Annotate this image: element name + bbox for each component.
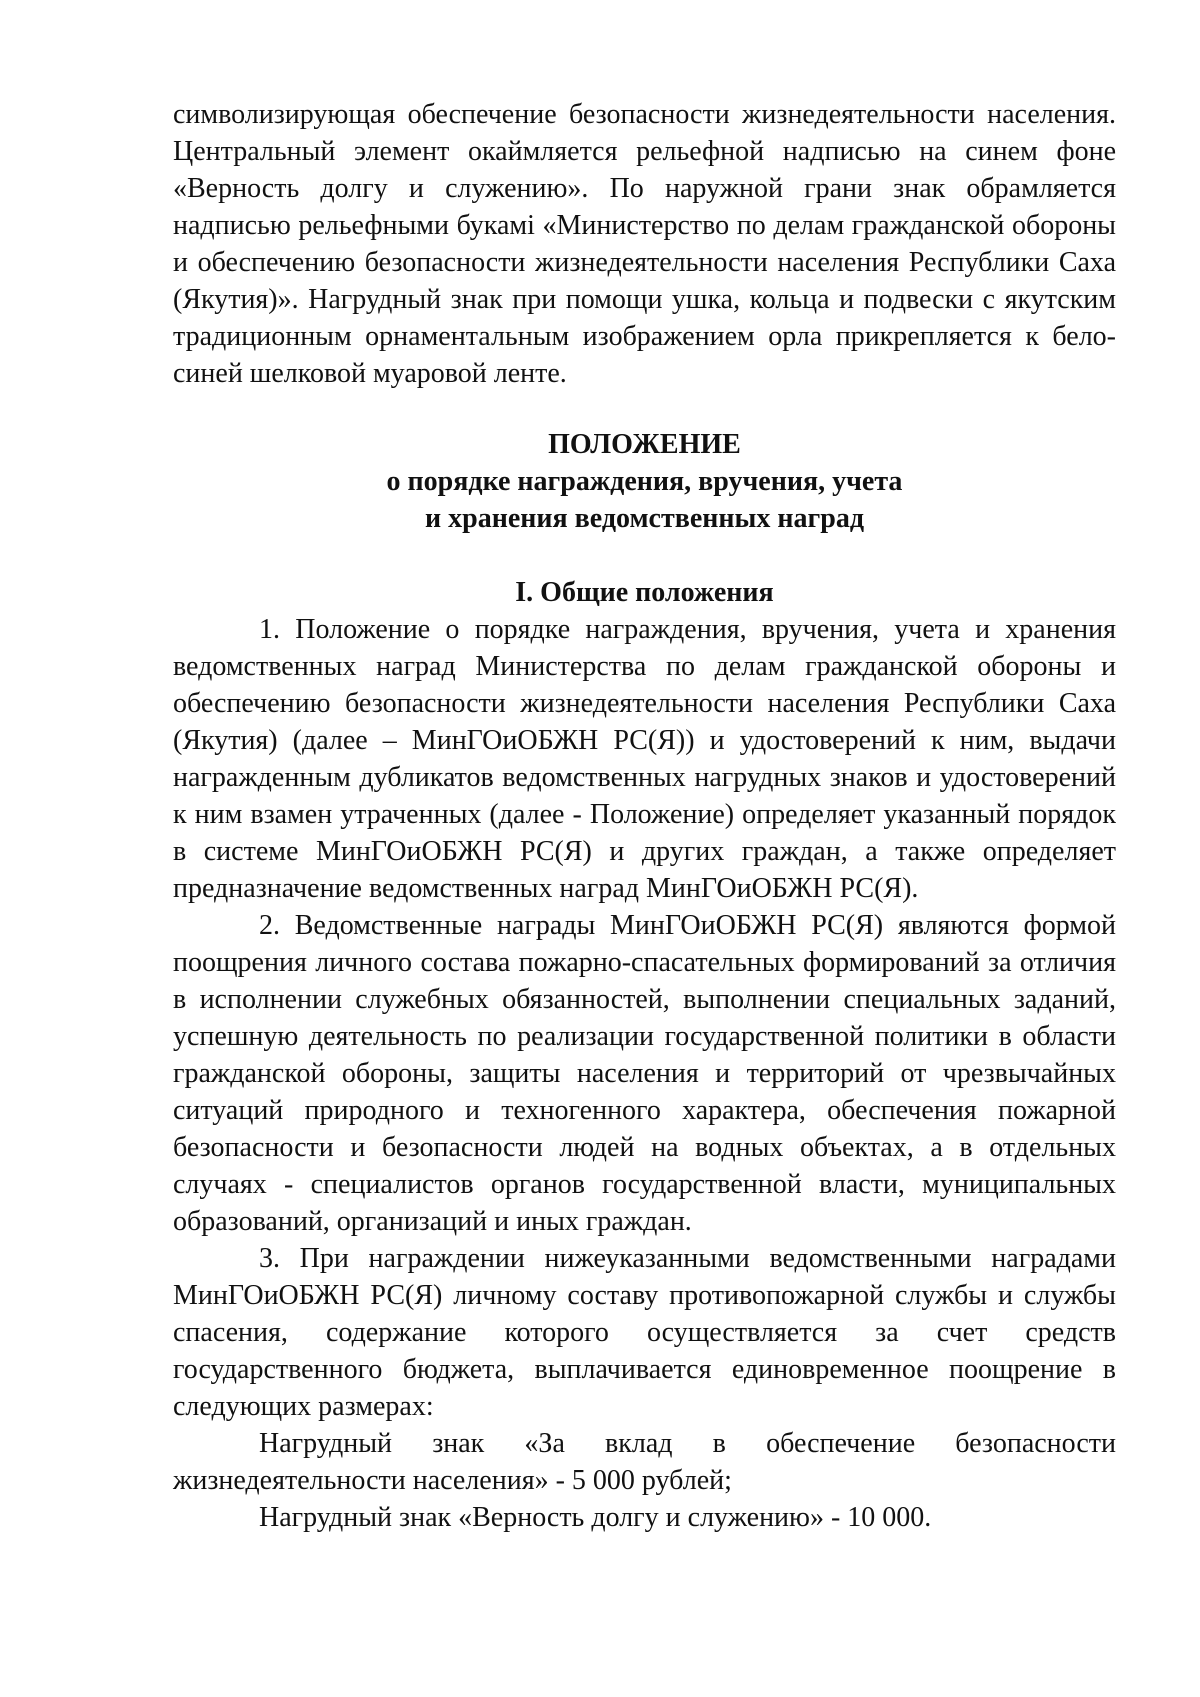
- paragraph-2: 2. Ведомственные награды МинГОиОБЖН РС(Я) являются формой поощрения личного состава пожарно-спасательных формирований за отличия в исполнении служебных обязанностей, выполнении специальных заданий, успешную деятельность по реализации государственной политики в области гражданской обороны, защиты населения и территорий от чрезвычайных ситуаций природного и техногенного характера, обеспечения пожарной безопасности и безопасности людей на водных объектах, а в отдельных случаях - специалистов органов государственной власти, муниципальных образований, организаций и иных граждан.: [173, 910, 1116, 1237]
- document-page: [173, 96, 1116, 1536]
- section-title: I. Общие положения: [515, 577, 774, 608]
- intro-paragraph: символизирующая обеспечение безопасности жизнедеятельности населения. Центральный элемент окаймляется рельефной надписью на синем фоне «Верность долгу и служению». По наружной грани знак обрамляется надписью рельефными букамі «Министерство по делам гражданской обороны и обеспечению безопасности жизнедеятельности населения Республики Саха (Якутия)». Нагрудный знак при помощи ушка, кольца и подвески с якутским традиционным орнаментальным изображением орла прикрепляется к бело-синей шелковой муаровой ленте.: [173, 99, 1116, 389]
- paragraph-3: 3. При награждении нижеуказанными ведомственными наградами МинГОиОБЖН РС(Я) личному составу противопожарной службы и службы спасения, содержание которого осуществляется за счет средств государственного бюджета, выплачивается единовременное поощрение в следующих размерах:: [173, 1243, 1116, 1422]
- heading-subtitle-line-2: и хранения ведомственных наград: [424, 503, 864, 534]
- heading-subtitle-line-1: о порядке награждения, вручения, учета: [386, 466, 903, 497]
- heading-title: ПОЛОЖЕНИЕ: [548, 429, 741, 460]
- award-item-1: Нагрудный знак «За вклад в обеспечение безопасности жизнедеятельности населения» - 5 000 рублей;: [173, 1428, 1116, 1496]
- award-item-2: Нагрудный знак «Верность долгу и служению» - 10 000.: [259, 1502, 932, 1533]
- paragraph-1: 1. Положение о порядке награждения, вручения, учета и хранения ведомственных наград Министерства по делам гражданской обороны и обеспечению безопасности жизнедеятельности населения Республики Саха (Якутия) (далее – МинГОиОБЖН РС(Я)) и удостоверений к ним, выдачи награжденным дубликатов ведомственных нагрудных знаков и удостоверений к ним взамен утраченных (далее - Положение) определяет указанный порядок в системе МинГОиОБЖН РС(Я) и других граждан, а также определяет предназначение ведомственных наград МинГОиОБЖН РС(Я).: [173, 614, 1116, 904]
- regulation-heading: [173, 426, 1116, 537]
